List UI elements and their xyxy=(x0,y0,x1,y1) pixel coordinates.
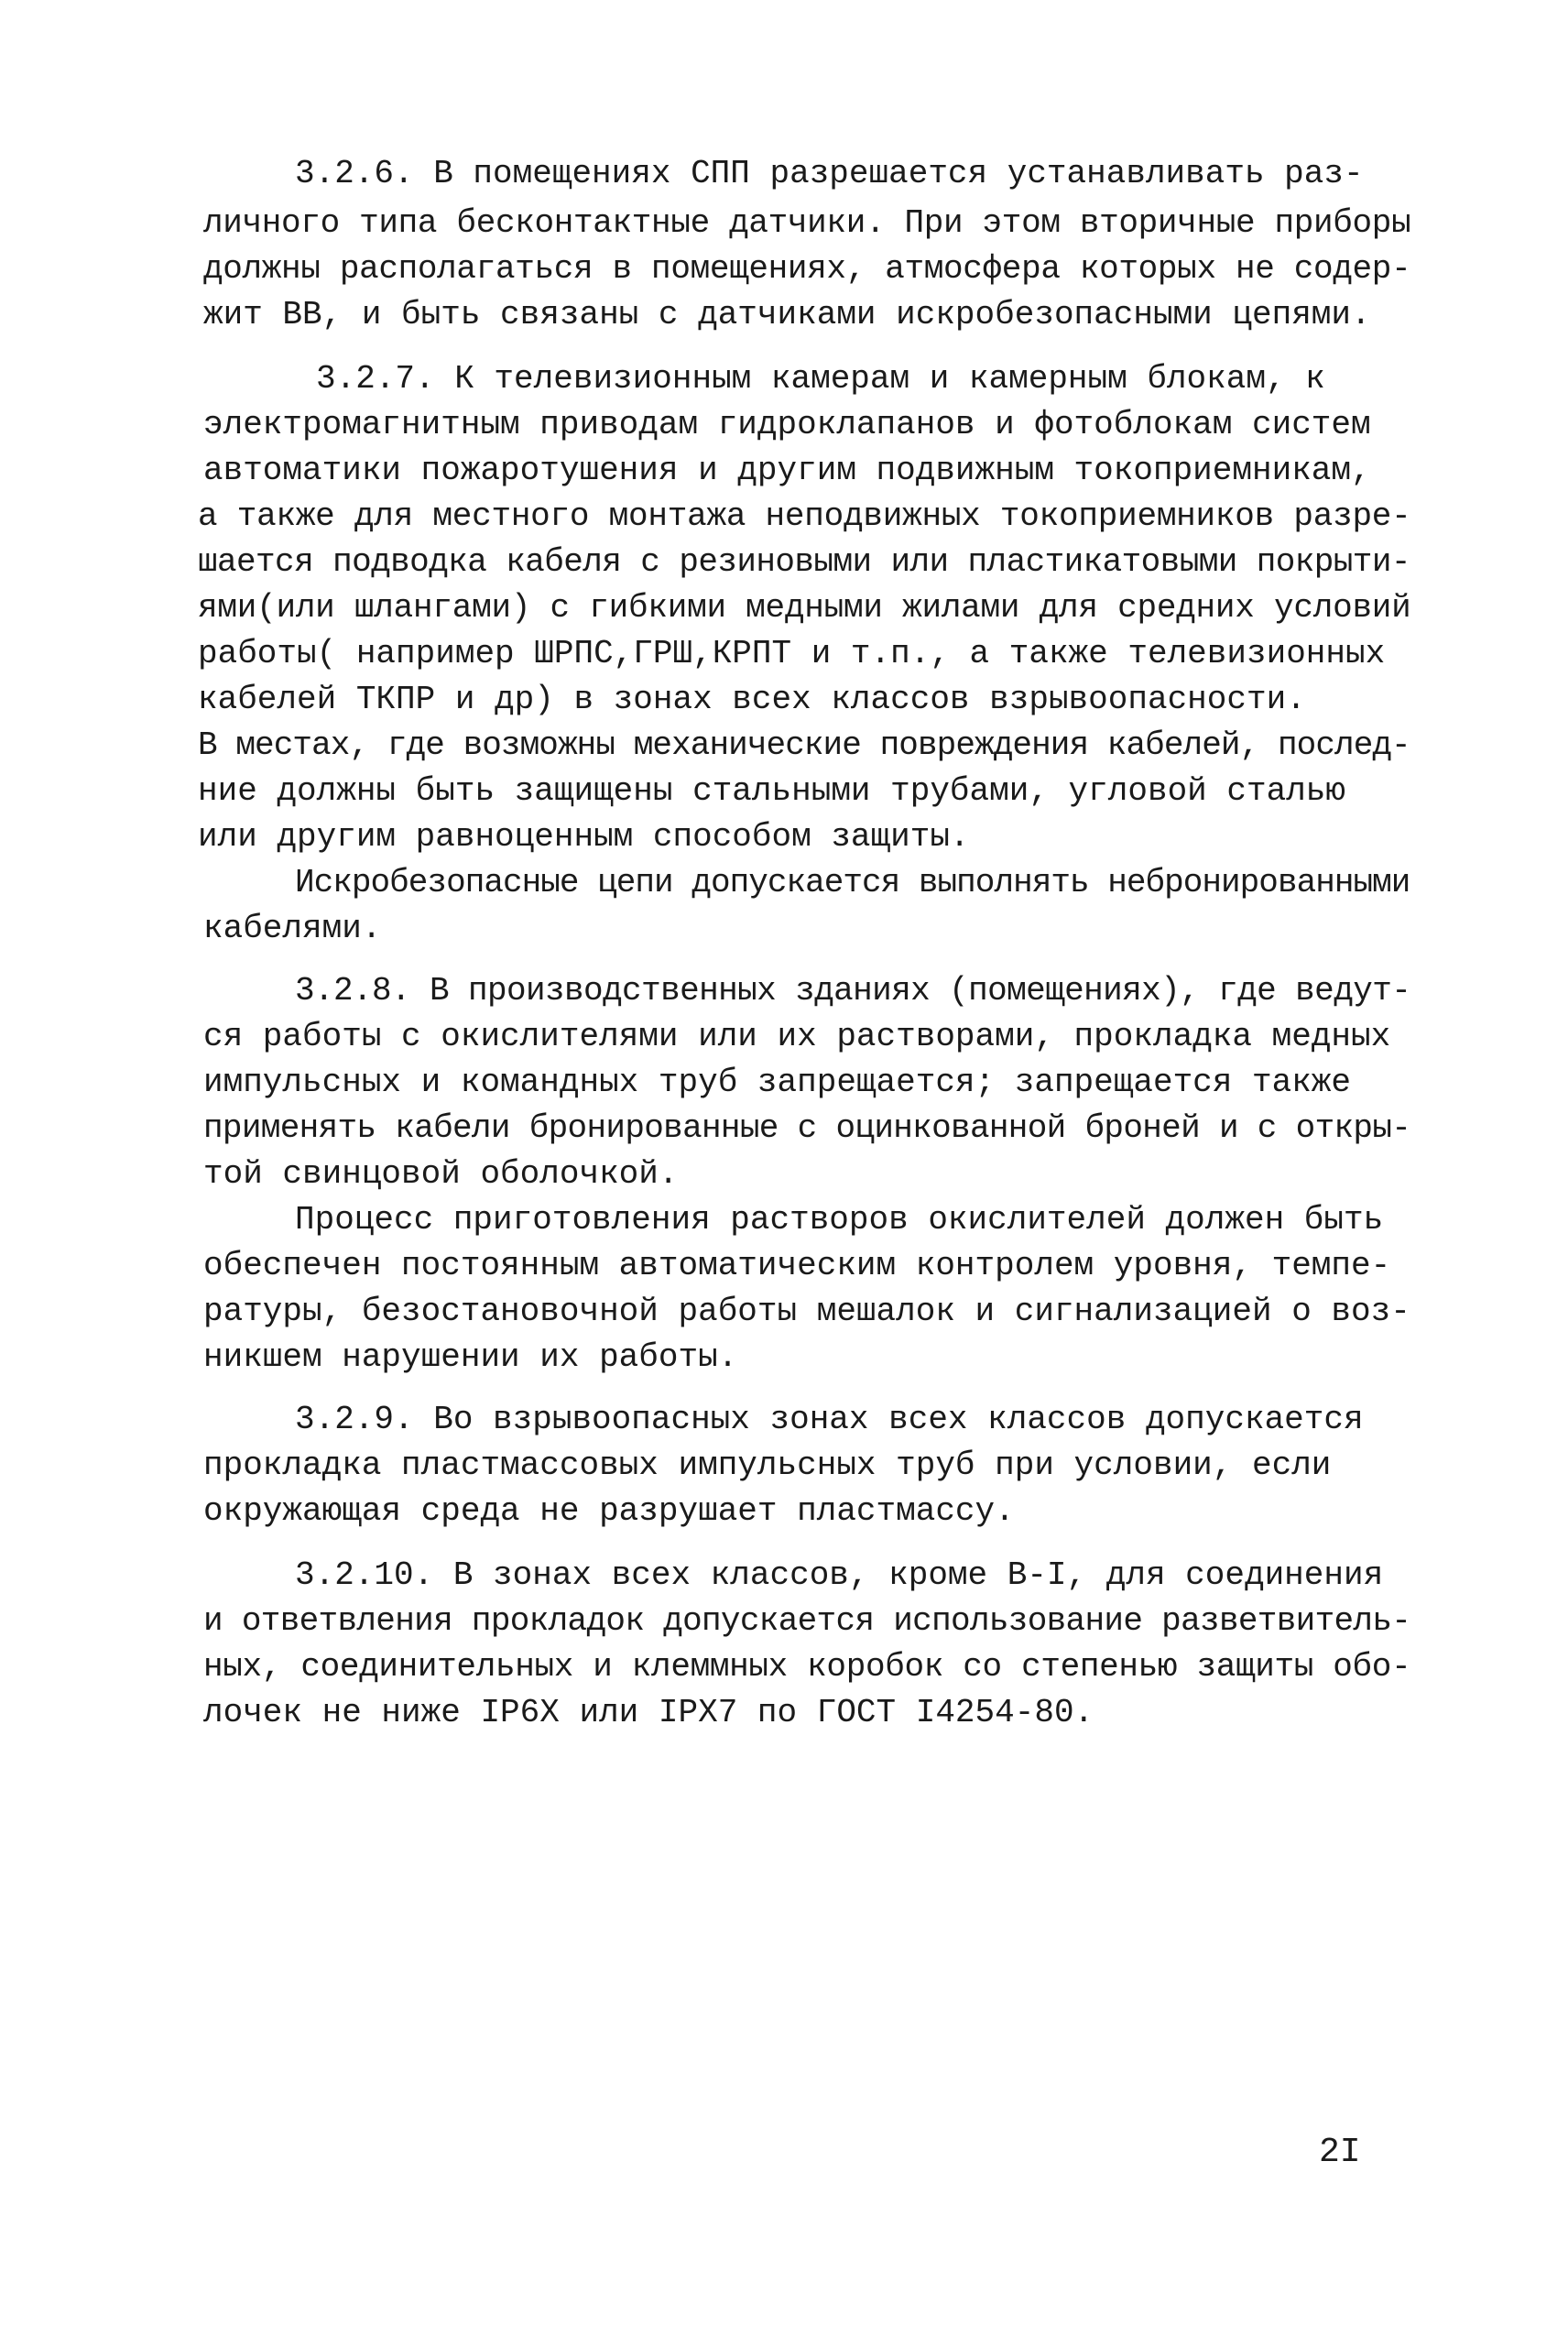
text-line: импульсных и командных труб запрещается; запрещается также xyxy=(203,1064,1352,1101)
text-line: прокладка пластмассовых импульсных труб при условии, если xyxy=(203,1446,1332,1484)
text-line: окружающая среда не разрушает пластмассу. xyxy=(203,1492,1015,1530)
text-line: жит ВВ, и быть связаны с датчиками искробезопасными цепями. xyxy=(203,296,1371,333)
text-line: 3.2.6. В помещениях СПП разрешается устанавливать раз- xyxy=(295,155,1364,192)
text-line: 3.2.10. В зонах всех классов, кроме В-I, для соединения xyxy=(295,1556,1384,1594)
text-line: лочек не ниже IP6X или IPX7 по ГОСТ I4254-80. xyxy=(203,1694,1094,1731)
text-line: кабелями. xyxy=(203,910,382,947)
text-line: и ответвления прокладок допускается использование разветвитель- xyxy=(203,1602,1411,1640)
text-line: электромагнитным приводам гидроклапанов и фотоблокам систем xyxy=(203,406,1371,443)
text-line: 3.2.8. В производственных зданиях (помещениях), где ведут- xyxy=(295,972,1411,1010)
text-line: В местах, где возможны механические повреждения кабелей, послед- xyxy=(198,726,1410,764)
text-line: ся работы с окислителями или их растворами, прокладка медных xyxy=(203,1018,1391,1055)
text-line: шается подводка кабеля с резиновыми или пластикатовыми покрыти- xyxy=(198,543,1410,581)
text-line: кабелей ТКПР и др) в зонах всех классов взрывоопасности. xyxy=(198,681,1306,718)
text-line: а также для местного монтажа неподвижных токоприемников разре- xyxy=(198,497,1411,535)
text-line: применять кабели бронированные с оцинкованной броней и с откры- xyxy=(203,1109,1411,1147)
text-line: обеспечен постоянным автоматическим контролем уровня, темпе- xyxy=(203,1247,1391,1284)
text-line: ние должны быть защищены стальными трубами, угловой сталью xyxy=(198,772,1346,810)
text-line: ями(или шлангами) с гибкими медными жилами для средних условий xyxy=(198,589,1411,627)
text-line: работы( например ШРПС,ГРШ,КРПТ и т.п., а также телевизионных xyxy=(198,635,1386,672)
text-line: должны располагаться в помещениях, атмосфера которых не содер- xyxy=(203,250,1411,288)
text-line: никшем нарушении их работы. xyxy=(203,1338,738,1376)
text-line: Процесс приготовления растворов окислителей должен быть xyxy=(295,1201,1384,1239)
text-line: той свинцовой оболочкой. xyxy=(203,1155,679,1193)
text-line: ных, соединительных и клеммных коробок со степенью защиты обо- xyxy=(203,1648,1411,1686)
text-line: 3.2.7. К телевизионным камерам и камерным блокам, к xyxy=(316,360,1325,398)
page-number: 2I xyxy=(1319,2133,1361,2172)
text-line: или другим равноценным способом защиты. xyxy=(198,818,970,856)
text-line: личного типа бесконтактные датчики. При этом вторичные приборы xyxy=(203,204,1411,242)
text-line: Искробезопасные цепи допускается выполнять небронированными xyxy=(295,864,1410,901)
text-line: 3.2.9. Во взрывоопасных зонах всех классов допускается xyxy=(295,1401,1364,1438)
text-line: автоматики пожаротушения и другим подвижным токоприемникам, xyxy=(203,452,1371,489)
text-line: ратуры, безостановочной работы мешалок и сигнализацией о воз- xyxy=(203,1293,1410,1330)
